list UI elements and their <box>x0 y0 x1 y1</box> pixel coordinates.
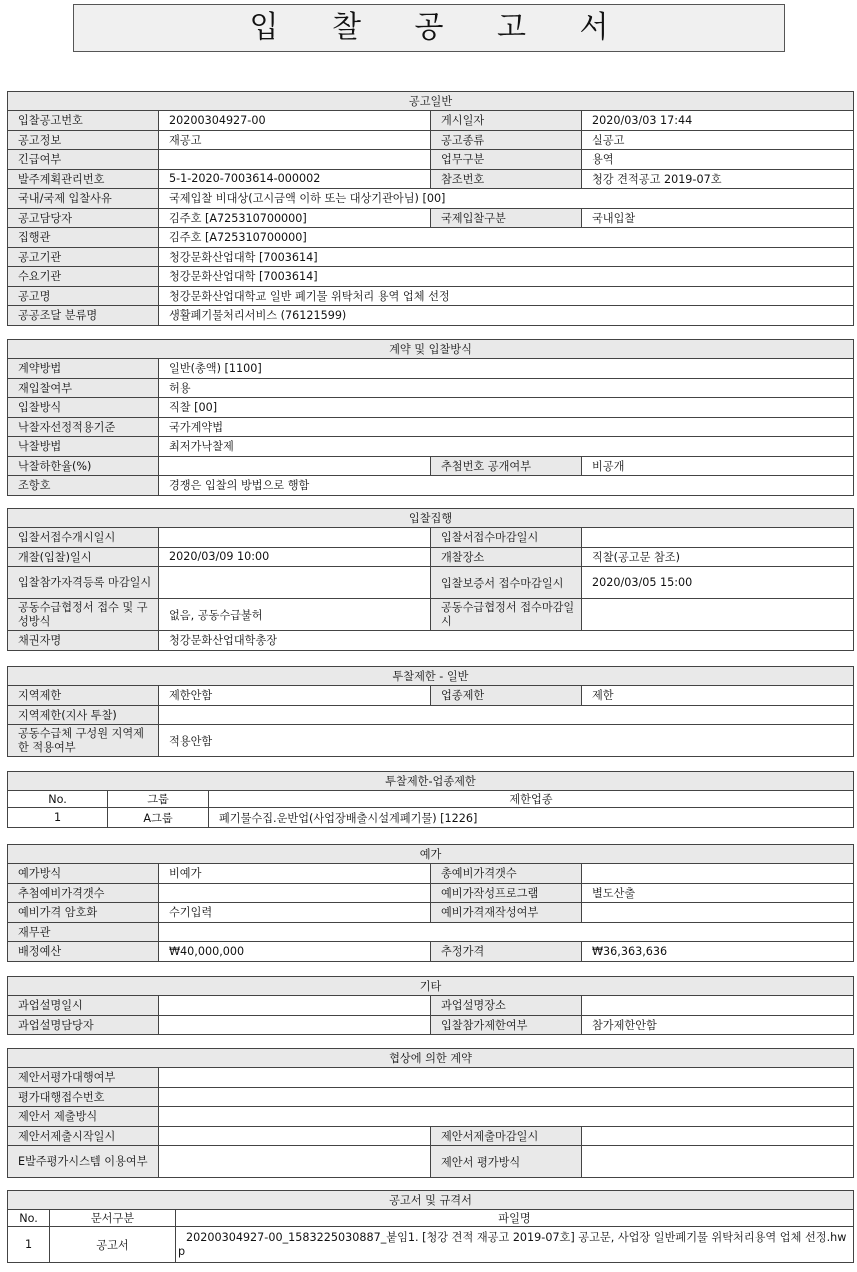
field-label: 지역제한(지사 투찰) <box>8 705 159 725</box>
price-section <box>7 844 854 962</box>
briefing-place <box>582 996 854 1016</box>
restricted-industry: 폐기물수집.운반업(사업장배출시설계폐기물) [1226] <box>209 808 854 828</box>
file-name-link[interactable]: 20200304927-00_1583225030887_붙임1. [청강 견적 재공고 2019-07호] 공고문, 사업장 일반폐기물 위탁처리용역 업체 선정.hwp <box>176 1227 854 1263</box>
field-label: 조항호 <box>8 476 159 496</box>
field-label: 재입찰여부 <box>8 378 159 398</box>
column-header: 제한업종 <box>209 791 854 808</box>
registration-deadline <box>159 567 431 599</box>
allocated-budget: ₩40,000,000 <box>159 942 431 962</box>
price-method: 비예가 <box>159 864 431 884</box>
proposal-submit-deadline <box>582 1126 854 1146</box>
field-label: 과업설명일시 <box>8 996 159 1016</box>
bid-submit-start <box>159 528 431 548</box>
document-title: 입 찰 공 고 서 <box>73 4 785 52</box>
demand-agency: 청강문화산업대학 [7003614] <box>159 267 854 287</box>
row-number: 1 <box>8 1227 50 1263</box>
field-label: 제안서제출시작일시 <box>8 1126 159 1146</box>
draw-price-count <box>159 883 431 903</box>
joint-supply-deadline <box>582 599 854 631</box>
field-label: 업무구분 <box>431 150 582 170</box>
section-heading: 공고서 및 규격서 <box>8 1191 854 1210</box>
e-eval-system <box>159 1146 431 1178</box>
section-heading: 투찰제한 - 일반 <box>8 667 854 686</box>
field-label: 입찰서접수마감일시 <box>431 528 582 548</box>
field-label: 평가대행접수번호 <box>8 1087 159 1107</box>
award-criteria: 국가계약법 <box>159 417 854 437</box>
etc-section <box>7 976 854 1035</box>
column-header: 문서구분 <box>50 1210 176 1227</box>
column-header: 파일명 <box>176 1210 854 1227</box>
industry-limits-section <box>7 771 854 828</box>
proposal-submit-start <box>159 1126 431 1146</box>
contract-section <box>7 339 854 496</box>
reference-number: 청강 견적공고 2019-07호 <box>582 169 854 189</box>
field-label: 게시일자 <box>431 111 582 131</box>
notice-agency: 청강문화산업대학 [7003614] <box>159 247 854 267</box>
field-label: 긴급여부 <box>8 150 159 170</box>
treasurer <box>159 922 854 942</box>
field-label: 총예비가격갯수 <box>431 864 582 884</box>
bid-type: 직찰 [00] <box>159 398 854 418</box>
eval-agency-number <box>159 1087 854 1107</box>
section-heading: 협상에 의한 계약 <box>8 1049 854 1068</box>
opening-datetime: 2020/03/09 10:00 <box>159 547 431 567</box>
field-label: 공동수급협정서 접수마감일시 <box>431 599 582 631</box>
field-label: 예비가격 암호화 <box>8 903 159 923</box>
notice-info: 재공고 <box>159 130 431 150</box>
order-plan-number: 5-1-2020-7003614-000002 <box>159 169 431 189</box>
field-label: 예가방식 <box>8 864 159 884</box>
field-label: 발주계획관리번호 <box>8 169 159 189</box>
price-program: 별도산출 <box>582 883 854 903</box>
field-label: 입찰공고번호 <box>8 111 159 131</box>
field-label: 추첨예비가격갯수 <box>8 883 159 903</box>
field-label: 제안서평가대행여부 <box>8 1068 159 1088</box>
region-limit: 제한안함 <box>159 686 431 706</box>
field-label: E발주평가시스템 이용여부 <box>8 1146 159 1178</box>
field-label: 개찰(입찰)일시 <box>8 547 159 567</box>
table-row <box>8 1227 854 1263</box>
field-label: 업종제한 <box>431 686 582 706</box>
field-label: 과업설명장소 <box>431 996 582 1016</box>
field-label: 배정예산 <box>8 942 159 962</box>
branch-region-limit <box>159 705 854 725</box>
field-label: 예비가격재작성여부 <box>431 903 582 923</box>
section-heading: 기타 <box>8 977 854 996</box>
section-heading: 계약 및 입찰방식 <box>8 340 854 359</box>
participation-restriction: 참가제한안함 <box>582 1015 854 1035</box>
executor: 김주호 [A725310700000] <box>159 228 854 248</box>
field-label: 제안서 제출방식 <box>8 1107 159 1127</box>
field-label: 공고기관 <box>8 247 159 267</box>
field-label: 채권자명 <box>8 631 159 651</box>
limits-section <box>7 666 854 757</box>
creditor-name: 청강문화산업대학총장 <box>159 631 854 651</box>
files-section <box>7 1190 854 1263</box>
joint-supply-method: 없음, 공동수급불허 <box>159 599 431 631</box>
field-label: 공고종류 <box>431 130 582 150</box>
field-label: 낙찰자선정적용기준 <box>8 417 159 437</box>
bid-notice-number: 20200304927-00 <box>159 111 431 131</box>
field-label: 참조번호 <box>431 169 582 189</box>
briefing-date <box>159 996 431 1016</box>
opening-place: 직찰(공고문 참조) <box>582 547 854 567</box>
field-label: 입찰보증서 접수마감일시 <box>431 567 582 599</box>
execution-section <box>7 508 854 651</box>
estimated-price: ₩36,363,636 <box>582 942 854 962</box>
negotiation-section <box>7 1048 854 1178</box>
field-label: 개찰장소 <box>431 547 582 567</box>
field-label: 지역제한 <box>8 686 159 706</box>
column-header: No. <box>8 791 108 808</box>
guarantee-deadline: 2020/03/05 15:00 <box>582 567 854 599</box>
general-section <box>7 91 854 326</box>
rebid-allowed: 허용 <box>159 378 854 398</box>
price-encryption: 수기입력 <box>159 903 431 923</box>
section-heading: 예가 <box>8 845 854 864</box>
section-heading: 입찰집행 <box>8 509 854 528</box>
award-method: 최저가낙찰제 <box>159 437 854 457</box>
eval-agency <box>159 1068 854 1088</box>
field-label: 낙찰방법 <box>8 437 159 457</box>
posted-date: 2020/03/03 17:44 <box>582 111 854 131</box>
field-label: 입찰참가제한여부 <box>431 1015 582 1035</box>
field-label: 입찰방식 <box>8 398 159 418</box>
field-label: 공공조달 분류명 <box>8 306 159 326</box>
field-label: 국제입찰구분 <box>431 208 582 228</box>
work-type: 용역 <box>582 150 854 170</box>
notice-officer: 김주호 [A725310700000] <box>159 208 431 228</box>
field-label: 입찰서접수개시일시 <box>8 528 159 548</box>
lottery-disclosure: 비공개 <box>582 456 854 476</box>
notice-kind: 실공고 <box>582 130 854 150</box>
field-label: 제안서 평가방식 <box>431 1146 582 1178</box>
field-label: 재무관 <box>8 922 159 942</box>
group: A그룹 <box>108 808 209 828</box>
briefing-person <box>159 1015 431 1035</box>
table-row <box>8 808 854 828</box>
field-label: 공고명 <box>8 286 159 306</box>
field-label: 공동수급체 구성원 지역제한 적용여부 <box>8 725 159 757</box>
field-label: 공고정보 <box>8 130 159 150</box>
field-label: 집행관 <box>8 228 159 248</box>
field-label: 국내/국제 입찰사유 <box>8 189 159 209</box>
proposal-eval-method <box>582 1146 854 1178</box>
clause: 경쟁은 입찰의 방법으로 행함 <box>159 476 854 496</box>
bid-submit-end <box>582 528 854 548</box>
notice-name: 청강문화산업대학교 일반 폐기물 위탁처리 용역 업체 선정 <box>159 286 854 306</box>
field-label: 제안서제출마감일시 <box>431 1126 582 1146</box>
section-heading: 공고일반 <box>8 92 854 111</box>
proposal-submit-method <box>159 1107 854 1127</box>
document-type: 공고서 <box>50 1227 176 1263</box>
field-label: 공고담당자 <box>8 208 159 228</box>
column-header: No. <box>8 1210 50 1227</box>
field-label: 추첨번호 공개여부 <box>431 456 582 476</box>
total-price-count <box>582 864 854 884</box>
intl-bid-type: 국내입찰 <box>582 208 854 228</box>
field-label: 추정가격 <box>431 942 582 962</box>
field-label: 예비가작성프로그램 <box>431 883 582 903</box>
section-heading: 투찰제한-업종제한 <box>8 772 854 791</box>
field-label: 수요기관 <box>8 267 159 287</box>
intl-bid-reason: 국제입찰 비대상(고시금액 이하 또는 대상기관아님) [00] <box>159 189 854 209</box>
field-label: 공동수급협정서 접수 및 구성방식 <box>8 599 159 631</box>
price-recreate <box>582 903 854 923</box>
lower-limit-rate <box>159 456 431 476</box>
field-label: 낙찰하한율(%) <box>8 456 159 476</box>
field-label: 계약방법 <box>8 359 159 379</box>
column-header: 그룹 <box>108 791 209 808</box>
urgent-flag <box>159 150 431 170</box>
row-number: 1 <box>8 808 108 828</box>
field-label: 입찰참가자격등록 마감일시 <box>8 567 159 599</box>
industry-limit: 제한 <box>582 686 854 706</box>
member-region-limit: 적용안함 <box>159 725 854 757</box>
contract-method: 일반(총액) [1100] <box>159 359 854 379</box>
procurement-category: 생활폐기물처리서비스 (76121599) <box>159 306 854 326</box>
field-label: 과업설명담당자 <box>8 1015 159 1035</box>
